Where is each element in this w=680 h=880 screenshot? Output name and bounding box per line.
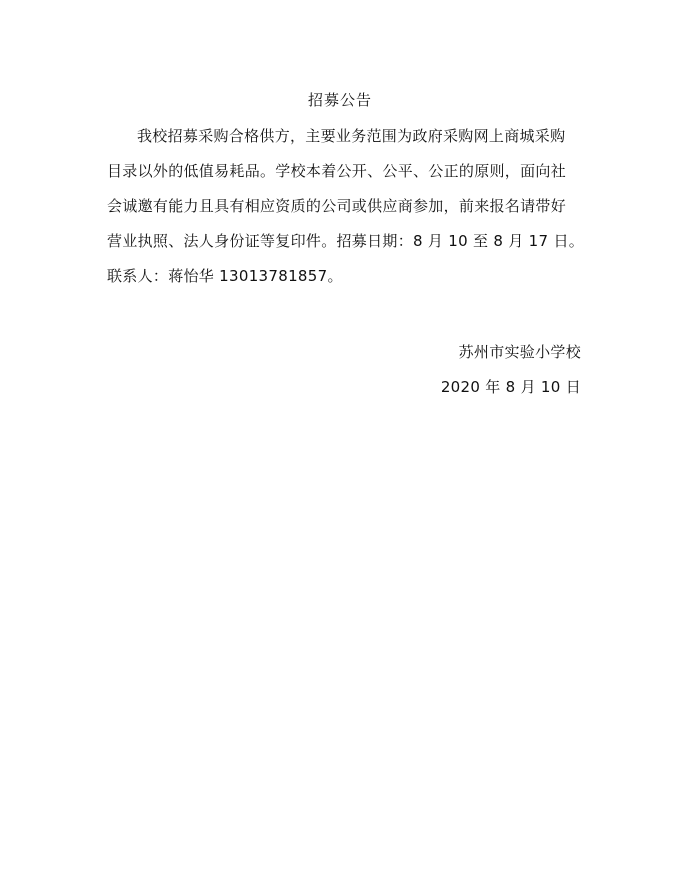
document-title: 招募公告 (307, 91, 372, 109)
body-line-2: 目录以外的低值易耗品。学校本着公开、公平、公正的原则，面向社 (107, 162, 567, 180)
body-line-4: 营业执照、法人身份证等复印件。招募日期：8 月 10 至 8 月 17 日。 (107, 232, 585, 250)
contact-line: 联系人：蒋怡华 13013781857。 (107, 267, 343, 285)
signature-organization: 苏州市实验小学校 (458, 343, 581, 361)
body-line-3: 会诚邀有能力且具有相应资质的公司或供应商参加，前来报名请带好 (107, 197, 567, 215)
body-line-1: 我校招募采购合格供方，主要业务范围为政府采购网上商城采购 (137, 127, 566, 145)
signature-date: 2020 年 8 月 10 日 (440, 378, 581, 396)
